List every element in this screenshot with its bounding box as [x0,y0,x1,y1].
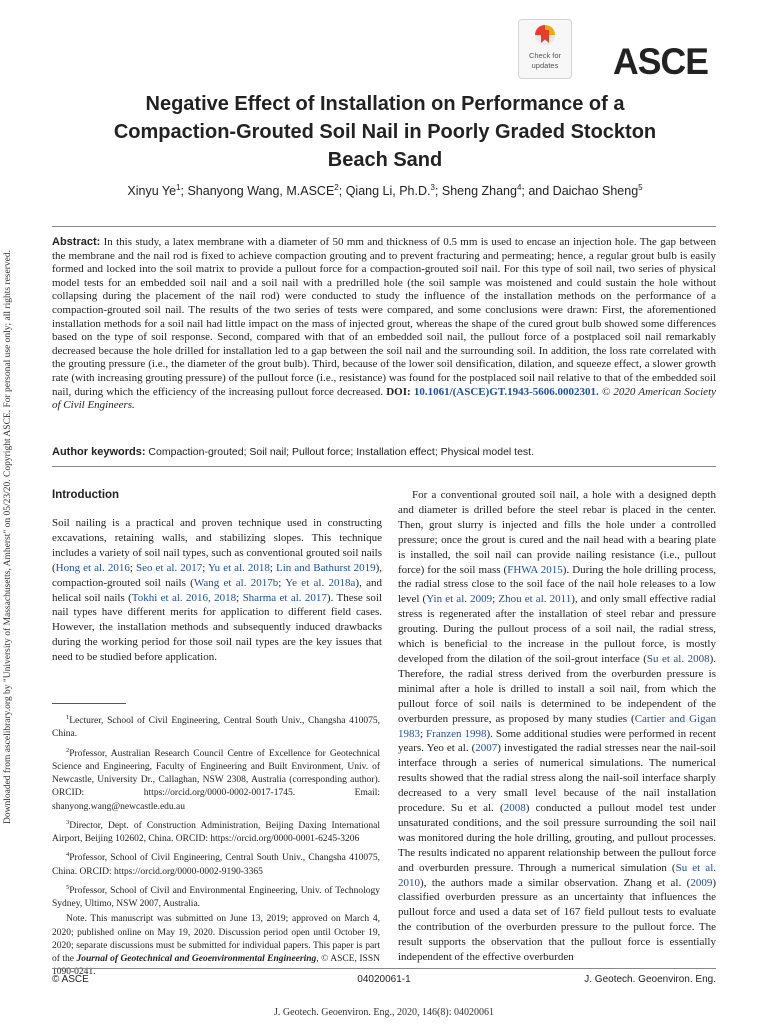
body-text: ; [278,576,286,589]
note-text: Note. This manuscript was submitted on June 13, 2019; approved on March 4, 2020; published online on May 19, 2020. Discussion period open until October 19, 2020; separate discussions must be submitted for individual papers. This paper is part of the [52,914,380,965]
body-text: ). These soil nail types have different merits for application to different field cases. However, the installation methods and subsequently induced drawbacks during the working period for those soil nail types are the key issues that need to be studied before application. [52,591,383,664]
doi-link[interactable]: 10.1061/(ASCE)GT.1943-5606.0002301. [413,385,599,398]
body-text: ; [129,561,136,574]
section-heading-introduction: Introduction [52,489,120,501]
right-paragraph [398,488,716,965]
citation-link[interactable]: 2008 [503,802,526,815]
body-text: ; [269,561,277,574]
citation-link[interactable]: Cartier and Gigan 1983 [398,712,717,740]
top-divider [52,226,716,227]
author-name: Daichao Sheng [552,184,639,199]
body-text: ; [202,561,208,574]
footnote-text: Director, Dept. of Construction Administration, Beijing Daxing International Airport, Beijing 102602, China. ORCID: https://orcid.org/0000-0001-6245-3206 [52,820,380,845]
bottom-citation: J. Geotech. Geoenviron. Eng., 2020, 146(8): 04020061 [274,1007,494,1018]
asce-logo [613,40,709,80]
affiliation-footnote [52,744,380,814]
copyright-notice: © 2020 American Society of Civil Engineers. [52,385,717,412]
body-text: Soil nailing is a practical and proven technique used in constructing excavations, retaining walls, and stabilizing slopes. This technique includes a variety of soil nail types, such as conventional grouted soil nails ( [52,517,382,574]
abstract-text: In this study, a latex membrane with a diameter of 50 mm and thickness of 0.5 mm is used to encase an injection hole. The gap between the membrane and the nail rod is fixed to achieve compaction grouting and to prevent fracturing and permeating; hence, a regular grout bulb is easily formed and locked into the soil matrix to provide a pullout force for a compaction-grouted soil nail. For this type of soil nail, two series of physical model tests for an embedded soil nail and a soil nail with a predrilled hole (the soil sample was moistened and could sustain the hole without collapsing during the placement of the nail rod) were conducted to study the influence of the installation methods on the performance of a compaction-grouted soil nail. The results of the two series of tests were compared, and some conclusions were drawn: First, the aforementioned installation methods for a soil nail had little impact on the mass of injected grout, whereas the shape of the cured grout bulb showed some differences based on the type of soil response. Second, compared with that of an embedded soil nail, the pullout force of a postplaced soil nail remarkably decreased because the hole drilled for installation led to a gap between the soil nail and the surrounding soil. In addition, the loss rate correlated with the grouting pressure (i.e., the diameter of the grout bulb). Third, because of the lower soil densification, dilation, and squeeze effect, a slower growth rate (with increasing grouting pressure) of the pullout force (i.e., resistance) was found for the postplaced soil nail relative to that of the embedded soil nail, during which the efficiency of the increasing pullout force decreased. [52,236,716,398]
citation-link[interactable]: 2009 [690,876,713,889]
author-affiliation-mark: 3 [430,183,435,192]
doi-label: DOI: [386,385,411,398]
citation-link[interactable]: Su et al. 2008 [646,652,710,665]
body-text: ). Therefore, the radial stress derived from the overburden pressure is minimal after a hole is drilled to install a soil nail, from which the pullout force of soil nails is determined to be independent of the overburden pressure, as proposed by many studies ( [398,652,717,725]
citation-link[interactable]: Su et al. 2010 [398,861,716,889]
footnote-text: Lecturer, School of Civil Engineering, Central South Univ., Changsha 410075, China. [52,716,380,740]
author-keywords [52,446,716,458]
author-list: Xinyu Ye$^1$; Shanyong Wang, M.ASCE$^2$; Qiang Li, Ph.D.$^3$; Sheng Zhang$^4$; and Daichao Sheng$^5$ [127,183,643,199]
body-text: ; [236,591,243,604]
citation-link[interactable]: Franzen 1998 [426,727,487,740]
footnote-number: 2 [66,746,70,754]
intro-paragraph [52,516,382,665]
download-notice: Downloaded from ascelibrary.org by "University of Massachusetts, Amherst" on 05/23/20. Copyright ASCE. For personal use only; all rights reserved. [3,250,13,824]
citation-link[interactable]: Ye et al. 2018a [285,576,356,589]
issn-text: , © ASCE, ISSN 1090-0241. [52,954,380,978]
body-text: ). During the hole drilling process, the radial stress close to the soil face of the nail hole releases to a low level ( [398,563,716,606]
footnote-text: Professor, School of Civil Engineering, Central South Univ., Changsha 410075, China. ORCID: https://orcid.org/0000-0002-9190-3365 [52,853,380,877]
citation-link[interactable]: FHWA 2015 [507,563,563,576]
author-affiliation-mark: 4 [516,183,522,192]
author-affiliation-mark: 1 [176,183,181,192]
body-text: ; [492,593,499,606]
body-text: ) classified overburden pressure as an uncertainty that influences the pullout force and used a data set of 167 field pullout tests to evaluate the contribution of the overburden pressure to the pullout force. The result supports the observation that the pullout force is essentially independent of the effective overburden [398,876,716,964]
citation-link[interactable]: Lin and Bathurst 2019 [276,561,376,574]
citation-link[interactable]: Tokhi et al. 2016, 2018 [131,591,237,604]
check-line-1: Check for [528,51,562,60]
author-name: Sheng Zhang [441,184,517,199]
citation-link[interactable]: Hong et al. 2016 [55,561,130,574]
footnote-number: 1 [66,714,70,721]
left-column [52,516,382,665]
author-name: Qiang Li, Ph.D. [345,184,431,199]
affiliation-footnote [52,816,380,847]
author-affiliation-mark: 5 [638,183,643,192]
body-text: For a conventional grouted soil nail, a hole with a designed depth and diameter is drilled before the steel rebar is placed in the center. Then, grout slurry is injected and fills the hole under a controlled pressure; once the grout is cured and the nail head with a bearing plate is installed, the soil nail can provide nailing resistance (i.e., pullout force) for the soil mass ( [398,489,716,576]
footnote-number: 4 [66,851,70,859]
footnotes [52,711,380,981]
bookmark-update-icon [534,24,556,50]
right-column [398,488,716,965]
body-text: ). Some additional studies were performed in recent years. Yeo et al. ( [398,727,716,755]
body-text: ), compaction-grouted soil nails ( [52,561,383,589]
body-text: ; [420,727,427,740]
affiliation-footnote [52,711,380,742]
paper-title: Negative Effect of Installation on Performance of a Compaction-Grouted Soil Nail in Poorly Graded Stockton Beach Sand [113,93,657,171]
affiliation-footnote [52,848,380,879]
author-name: Xinyu Ye [127,184,177,199]
footer-journal: J. Geotech. Geoenviron. Eng. [584,974,716,985]
citation-link[interactable]: Yin et al. 2009 [426,593,493,606]
author-name: Shanyong Wang, M.ASCE [187,184,335,199]
check-for-updates-badge[interactable] [518,19,572,79]
citation-link[interactable]: Sharma et al. 2017 [242,591,327,604]
footnote-number: 3 [66,818,70,826]
keywords-text: Compaction-grouted; Soil nail; Pullout force; Installation effect; Physical model test. [145,446,535,458]
affiliation-list [52,711,380,911]
footnote-rule [52,703,126,704]
footnote-number: 5 [66,883,70,891]
abstract [52,236,716,413]
body-text: ) conducted a pullout model test under unsaturated conditions, and the soil pressure surrounding the soil nail was monitored during the hole drilling, grouting, and pullout processes. The results indicated no apparent relationship between the pullout force and overburden pressure. Through a numerical simulation ( [398,802,716,874]
check-line-2: updates [531,61,559,70]
citation-link[interactable]: Zhou et al. 2011 [498,593,572,606]
journal-name: Journal of Geotechnical and Geoenvironmental Engineering [76,954,317,965]
keywords-label: Author keywords: [52,446,146,458]
footnote-text: Professor, Australian Research Council Centre of Excellence for Geotechnical Science and Engineering, Faculty of Engineering and Built Environment, Univ. of Newcastle, University Dr., Callaghan, NSW 2308, Australia (corresponding author). ORCID: https://orcid.org/0000-0002-0017-1745. Email: shanyong.wang@newcastle.edu.au [52,748,380,812]
body-text: ) investigated the radial stresses near the nail-soil interface through a series of numerical simulations. The numerical results showed that the radial stress along the nail-soil interface sharply decreased to a very small level because of the nail installation procedure. Su et al. ( [398,742,716,815]
footer-divider [52,968,716,969]
affiliation-footnote [52,881,380,912]
footer-article-number: 04020061-1 [357,974,411,985]
author-affiliation-mark: 2 [334,183,339,192]
citation-link[interactable]: 2007 [475,742,498,755]
abstract-label: Abstract: [52,236,101,248]
footer-copyright: © ASCE [52,974,89,985]
citation-link[interactable]: Wang et al. 2017b [193,576,279,589]
manuscript-note [52,913,380,979]
body-text: ), the authors made a similar observation. Zhang et al. ( [420,876,691,889]
citation-link[interactable]: Seo et al. 2017 [135,561,203,574]
citation-link[interactable]: Yu et al. 2018 [207,561,270,574]
footnote-text: Professor, School of Civil and Environmental Engineering, Univ. of Technology Sydney, Ultimo, NSW 2007, Australia. [52,886,380,910]
asce-logo-text: ASCE [613,41,709,80]
body-text: ), and helical soil nails ( [52,576,383,604]
keywords-divider [52,466,716,467]
body-text: ), and only small effective radial stress is regenerated after the installation of steel rebar and pressure grouting. During the pullout process of a soil nail, the radial stress, which is beneficial to the increase in the pullout force, is mostly developed from the dilation of the soil-grout interface ( [398,593,716,665]
